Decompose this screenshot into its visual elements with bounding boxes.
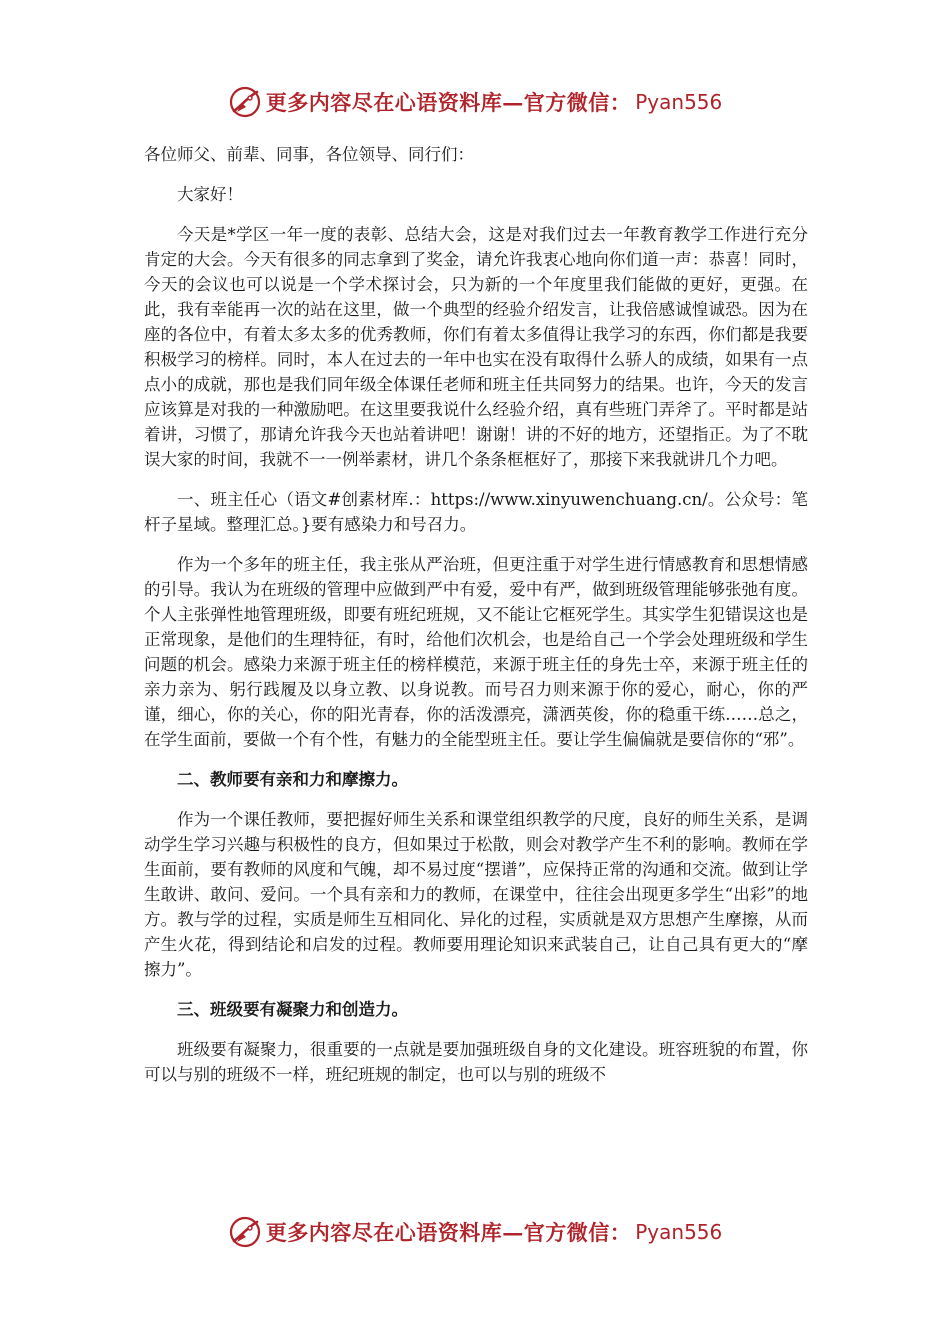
heading-section-3: 三、班级要有凝聚力和创造力。 (177, 1000, 408, 1019)
header-banner-wechat-id: Pyan556 (635, 90, 723, 114)
heading-section-1: 一、班主任心（语文#创素材库.：https://www.xinyuwenchuang.cn/。公众号：笔杆子星域。整理汇总。}要有感染力和号召力。 (144, 490, 808, 534)
document-body (144, 142, 808, 1102)
paragraph-section-1: 作为一个多年的班主任，我主张从严治班，但更注重于对学生进行情感教育和思想情感的引导。我认为在班级的管理中应做到严中有爱，爱中有严，做到班级管理能够张弛有度。个人主张弹性地管理班级，即要有班纪班规，又不能让它框死学生。其实学生犯错误这也是正常现象，是他们的生理特征，有时，给他们次机会，也是给自己一个学会处理班级和学生问题的机会。感染力来源于班主任的榜样模范，来源于班主任的身先士卒，来源于班主任的亲力亲为、躬行践履及以身立教、以身说教。而号召力则来源于你的爱心，耐心，你的严谨，细心，你的关心，你的阳光青春，你的活泼漂亮，潇洒英俊，你的稳重干练……总之，在学生面前，要做一个有个性，有魅力的全能型班主任。要让学生偏偏就是要信你的“邪”。 (144, 555, 808, 749)
footer-banner-text: 更多内容尽在心语资料库—官方微信： (265, 1220, 632, 1245)
footer-banner (0, 1212, 950, 1252)
pen-logo-icon (228, 85, 262, 119)
footer-banner-wechat-id: Pyan556 (635, 1220, 723, 1244)
salutation: 各位师父、前辈、同事，各位领导、同行们： (144, 145, 474, 164)
header-banner-text: 更多内容尽在心语资料库—官方微信： (265, 90, 632, 115)
paragraph-section-2: 作为一个课任教师，要把握好师生关系和课堂组织教学的尺度，良好的师生关系，是调动学生学习兴趣与积极性的良方，但如果过于松散，则会对教学产生不利的影响。教师在学生面前，要有教师的风度和气魄，却不易过度“摆谱”，应保持正常的沟通和交流。做到让学生敢讲、敢问、爱问。一个具有亲和力的教师，在课堂中，往往会出现更多学生“出彩”的地方。教与学的过程，实质是师生互相同化、异化的过程，实质就是双方思想产生摩擦，从而产生火花，得到结论和启发的过程。教师要用理论知识来武装自己，让自己具有更大的“摩擦力”。 (144, 810, 808, 979)
greeting: 大家好！ (177, 185, 243, 204)
heading-section-2: 二、教师要有亲和力和摩擦力。 (177, 770, 408, 789)
pen-logo-icon (228, 1215, 262, 1249)
header-banner (0, 82, 950, 122)
paragraph-section-3: 班级要有凝聚力，很重要的一点就是要加强班级自身的文化建设。班容班貌的布置，你可以与别的班级不一样，班纪班规的制定，也可以与别的班级不 (144, 1040, 808, 1084)
paragraph-intro: 今天是*学区一年一度的表彰、总结大会，这是对我们过去一年教育教学工作进行充分肯定的大会。今天有很多的同志拿到了奖金，请允许我衷心地向你们道一声：恭喜！同时，今天的会议也可以说是一个学术探讨会，只为新的一个年度里我们能做的更好，更强。在此，我有幸能再一次的站在这里，做一个典型的经验介绍发言，让我倍感诚惶诚恐。因为在座的各位中，有着太多太多的优秀教师，你们有着太多值得让我学习的东西，你们都是我要积极学习的榜样。同时，本人在过去的一年中也实在没有取得什么骄人的成绩，如果有一点点小的成就，那也是我们同年级全体课任老师和班主任共同努力的结果。也许，今天的发言应该算是对我的一种激励吧。在这里要我说什么经验介绍，真有些班门弄斧了。平时都是站着讲，习惯了，那请允许我今天也站着讲吧！谢谢！讲的不好的地方，还望指正。为了不耽误大家的时间，我就不一一例举素材，讲几个条条框框好了，那接下来我就讲几个力吧。 (144, 225, 808, 469)
